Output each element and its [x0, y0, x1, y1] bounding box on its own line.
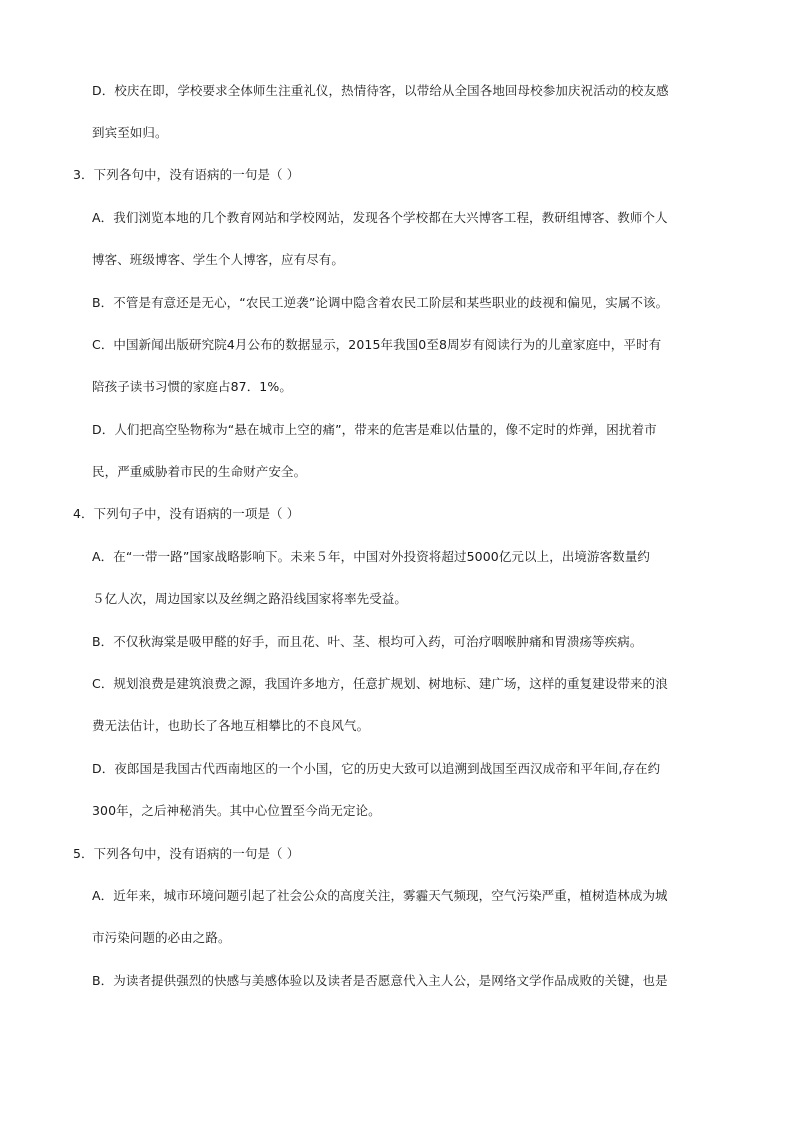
q4-option-a-line-1: A．在“一带一路”国家战略影响下。未来５年，中国对外投资将超过5000亿元以上，出境游客数量约 [92, 549, 651, 564]
q3-option-d-line-2: 民，严重威胁着市民的生命财产安全。 [92, 464, 307, 479]
option-d-line-2: 到宾至如归。 [92, 125, 168, 140]
q4-option-d-line-2: 300年，之后神秘消失。其中心位置至今尚无定论。 [92, 803, 381, 818]
q4-option-b: B．不仅秋海棠是吸甲醛的好手，而且花、叶、茎、根均可入药，可治疗咽喉肿痛和胃溃疡等疾病。 [92, 634, 643, 649]
q4-option-c-line-2: 费无法估计，也助长了各地互相攀比的不良风气。 [92, 718, 370, 733]
q3-option-a-line-2: 博客、班级博客、学生个人博客，应有尽有。 [92, 252, 345, 267]
q4-option-a-line-2: ５亿人次，周边国家以及丝绸之路沿线国家将率先受益。 [92, 591, 408, 606]
q3-option-c-line-2: 陪孩子读书习惯的家庭占87．1%。 [92, 379, 292, 394]
q3-option-c-line-1: C．中国新闻出版研究院4月公布的数据显示，2015年我国0至8周岁有阅读行为的儿童家庭中，平时有 [92, 337, 662, 352]
question-5: 5．下列各句中，没有语病的一句是（ ） [73, 846, 300, 861]
q3-option-d-line-1: D．人们把高空坠物称为“悬在城市上空的痛”，带来的危害是难以估量的，像不定时的炸弹，困扰着市 [92, 422, 657, 437]
q3-option-b: B．不管是有意还是无心，“农民工逆袭”论调中隐含着农民工阶层和某些职业的歧视和偏见，实属不该。 [92, 295, 669, 310]
question-3: 3．下列各句中，没有语病的一句是（ ） [73, 167, 300, 182]
q4-option-c-line-1: C．规划浪费是建筑浪费之源，我国许多地方，任意扩规划、树地标、建广场，这样的重复建设带来的浪 [92, 676, 668, 691]
q3-option-a-line-1: A．我们浏览本地的几个教育网站和学校网站，发现各个学校都在大兴博客工程，教研组博客、教师个人 [92, 210, 668, 225]
q4-option-d-line-1: D．夜郎国是我国古代西南地区的一个小国，它的历史大致可以追溯到战国至西汉成帝和平年间,存在约 [92, 761, 661, 776]
q5-option-b-line-1: B．为读者提供强烈的快感与美感体验以及读者是否愿意代入主人公，是网络文学作品成败的关键，也是 [92, 973, 668, 988]
option-d-line-1: D．校庆在即，学校要求全体师生注重礼仪，热情待客，以带给从全国各地回母校参加庆祝活动的校友感 [92, 83, 669, 98]
q5-option-a-line-1: A．近年来，城市环境问题引起了社会公众的高度关注，雾霾天气频现，空气污染严重，植树造林成为城 [92, 888, 668, 903]
question-4: 4．下列句子中，没有语病的一项是（ ） [73, 506, 300, 521]
q5-option-a-line-2: 市污染问题的必由之路。 [92, 930, 231, 945]
